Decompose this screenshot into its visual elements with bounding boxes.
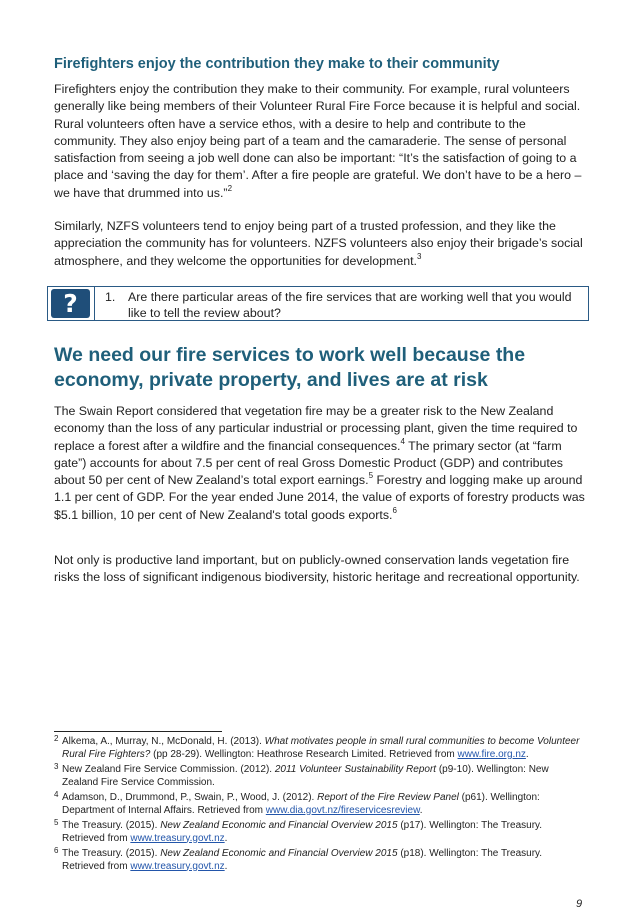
footnote-number: 4 — [54, 790, 59, 799]
footnote-5 — [54, 820, 584, 845]
paragraph-nzfs-volunteers — [54, 218, 590, 270]
question-divider — [94, 287, 95, 320]
footnote-ref-6[interactable]: 6 — [392, 505, 397, 515]
page-number: 9 — [576, 898, 583, 910]
footnote-title: New Zealand Economic and Financial Overview 2015 — [160, 820, 398, 831]
footnote-text: New Zealand Fire Service Commission. (2012). — [62, 764, 275, 775]
footnote-6 — [54, 848, 584, 873]
footnote-link[interactable]: www.fire.org.nz — [457, 748, 526, 760]
footnote-text: . — [525, 748, 529, 760]
footnote-title: What motivates people in small rural communities to become Volunteer Rural Fire Fighters? — [62, 736, 580, 760]
footnote-text: (pp 28-29). Wellington: Heathrose Research Limited. Retrieved from — [150, 748, 458, 760]
section-heading-contribution: Firefighters enjoy the contribution they make to their community — [54, 56, 500, 72]
footnote-number: 6 — [54, 846, 59, 855]
footnote-number: 3 — [54, 762, 59, 771]
paragraph-conservation-lands: Not only is productive land important, but on publicly-owned conservation lands vegetation fire risks the loss of significant indigenous biodiversity, historic heritage and recreational opportunity. — [54, 553, 580, 585]
footnotes — [54, 736, 584, 876]
footnote-3 — [54, 764, 584, 789]
question-box — [47, 286, 589, 321]
footnote-text: The Treasury. (2015). — [62, 820, 161, 831]
question-text: Are there particular areas of the fire services that are working well that you would like to tell the review about? — [128, 290, 572, 320]
footnote-title: New Zealand Economic and Financial Overview 2015 — [160, 848, 398, 859]
paragraph-text-b: The primary sector (at “farm gate”) accounts for about 7.5 per cent of real Gross Domestic Product (GDP) and contributes about 50 per cent of New Zealand’s total export earnings. — [54, 438, 563, 488]
footnote-ref-5[interactable]: 5 — [368, 471, 374, 481]
footnote-text: (p17). Wellington: The Treasury. Retrieved from — [62, 820, 543, 844]
footnote-link[interactable]: www.treasury.govt.nz — [130, 860, 225, 872]
paragraph-text: Firefighters enjoy the contribution they make to their community. For example, rural volunteers generally like being members of their Volunteer Rural Fire Force because it is helpful and social. Rural volunteers often have a service ethos, with a desire to help and contribute to the community. They also enjoy being part of a team and the camaraderie. The sense of personal satisfaction from seeing a job well done can also be important: “It’s the satisfaction of going to a place and ‘saving the day for them’. After a fire people are grateful. We don’t have to be a hero – we have that drummed into us.” — [54, 82, 582, 200]
footnote-text: Alkema, A., Murray, N., McDonald, H. (2013). — [62, 736, 265, 747]
footnote-separator — [54, 731, 222, 732]
section-heading-economy: We need our fire services to work well because the economy, private property, and lives are at risk — [54, 344, 526, 391]
paragraph-swain-report — [54, 403, 590, 524]
question-icon: ? — [51, 289, 90, 318]
footnote-text: Adamson, D., Drummond, P., Swain, P., Wood, J. (2012). — [62, 792, 318, 803]
footnote-4 — [54, 792, 584, 817]
footnote-text: (p61). Wellington: Department of Internal Affairs. Retrieved from — [62, 792, 540, 816]
footnote-text: The Treasury. (2015). — [62, 848, 161, 859]
footnote-text: (p9-10). Wellington: New Zealand Fire Service Commission. — [62, 764, 549, 788]
question-number: 1. — [105, 290, 116, 304]
footnote-link[interactable]: www.dia.govt.nz/fireservicesreview — [265, 804, 420, 816]
footnote-ref-3[interactable]: 3 — [416, 251, 422, 261]
footnote-ref-4[interactable]: 4 — [400, 436, 405, 446]
paragraph-text: Similarly, NZFS volunteers tend to enjoy being part of a trusted profession, and they like the appreciation the community has for volunteers. NZFS volunteers also enjoy their brigade’s social atmosphere, and they welcome the opportunities for development. — [54, 219, 583, 268]
footnote-text: . — [224, 832, 228, 844]
footnote-title: 2011 Volunteer Sustainability Report — [274, 764, 437, 775]
footnote-text: . — [419, 804, 423, 816]
footnote-link[interactable]: www.treasury.govt.nz — [130, 832, 225, 844]
paragraph-text-c: Forestry and logging make up around 1.1 per cent of GDP. For the year ended June 2014, the value of exports of forestry products was $5.1 billion, 10 per cent of New Zealand's total goods exports. — [54, 473, 585, 522]
footnote-title: Report of the Fire Review Panel — [317, 792, 459, 803]
footnote-number: 5 — [54, 818, 59, 827]
footnote-ref-2[interactable]: 2 — [227, 183, 233, 193]
footnote-2 — [54, 736, 584, 761]
paragraph-rural-volunteers — [54, 81, 590, 202]
footnote-number: 2 — [54, 734, 59, 743]
footnote-text: . — [224, 860, 228, 872]
paragraph-text-a: The Swain Report considered that vegetation fire may be a greater risk to the New Zealand economy than the loss of any particular industrial or processing plant, given the time required to replace a forest after a wildfire and the financial consequences. — [54, 404, 578, 453]
footnote-text: (p18). Wellington: The Treasury. Retrieved from — [62, 848, 543, 872]
